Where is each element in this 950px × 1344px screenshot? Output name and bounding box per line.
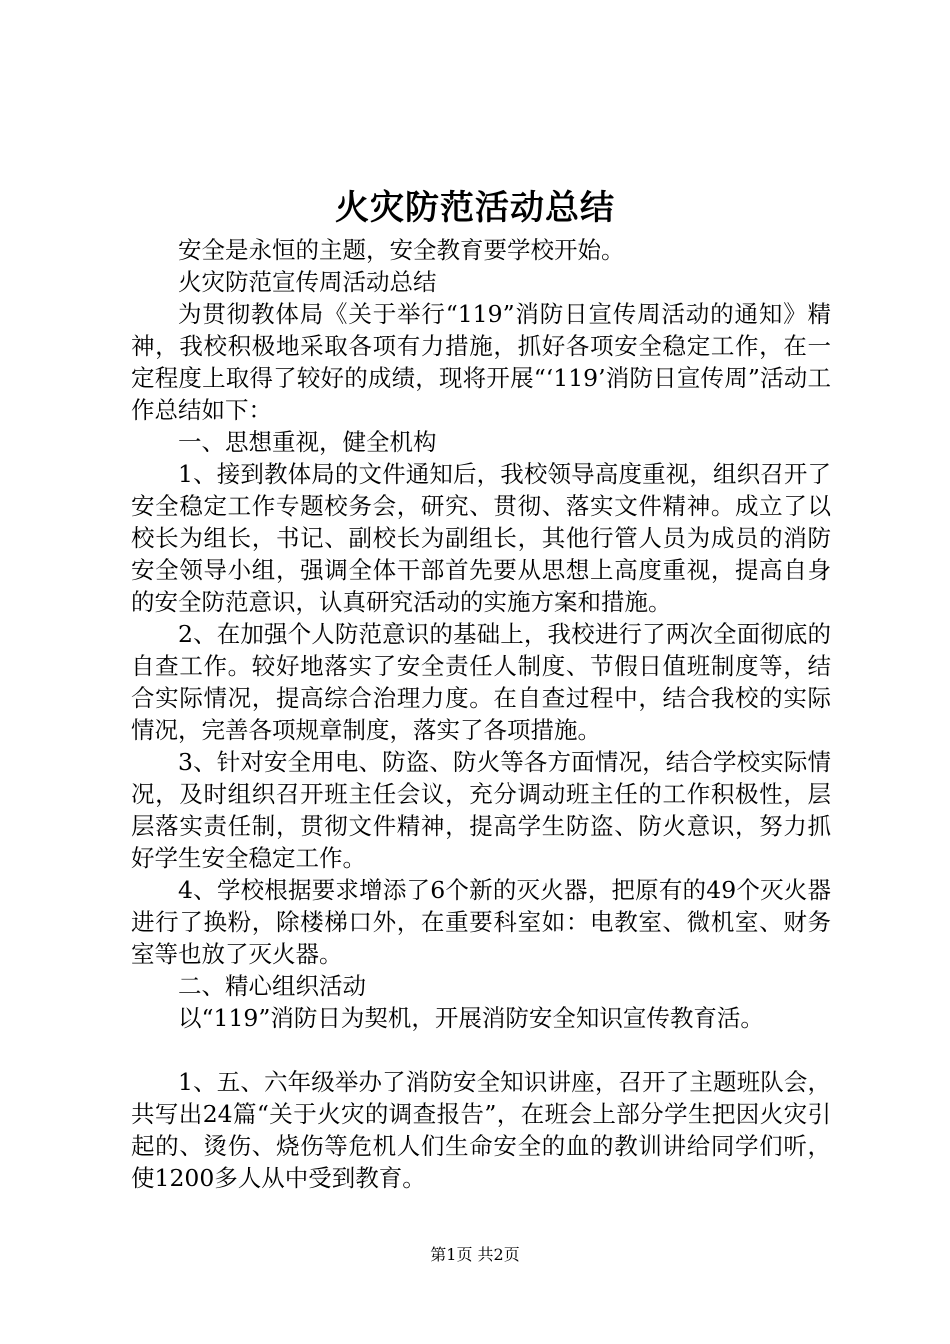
section-heading-2: 二、精心组织活动 <box>178 972 366 1000</box>
subtitle-paragraph: 火灾防范宣传周活动总结 <box>178 268 437 296</box>
item-paragraph-4: 4、学校根据要求增添了6个新的灭火器，把原有的49个灭火器进行了换粉，除楼梯口外，在重要科室如：电教室、微机室、财务室等也放了灭火器。 <box>131 876 831 968</box>
item-paragraph-2: 2、在加强个人防范意识的基础上，我校进行了两次全面彻底的自查工作。较好地落实了安全责任人制度、节假日值班制度等，结合实际情况，提高综合治理力度。在自查过程中，结合我校的实际情况，完善各项规章制度，落实了各项措施。 <box>131 620 831 744</box>
document-title: 火灾防范活动总结 <box>335 188 615 228</box>
intro-paragraph: 安全是永恒的主题，安全教育要学校开始。 <box>178 236 625 264</box>
item-paragraph-5: 1、五、六年级举办了消防安全知识讲座，召开了主题班队会，共写出24篇“关于火灾的调查报告”，在班会上部分学生把因火灾引起的、烫伤、烧伤等危机人们生命安全的血的教训讲给同学们听，使1200多人从中受到教育。 <box>131 1068 831 1192</box>
preface-paragraph: 为贯彻教体局《关于举行“119”消防日宣传周活动的通知》精神，我校积极地采取各项有力措施，抓好各项安全稳定工作，在一定程度上取得了较好的成绩，现将开展“‘119’消防日宣传周”活动工作总结如下： <box>131 300 831 424</box>
page-footer: 第1页 共2页 <box>430 1245 520 1264</box>
section-heading-1: 一、思想重视，健全机构 <box>178 428 437 456</box>
item-paragraph-1: 1、接到教体局的文件通知后，我校领导高度重视，组织召开了安全稳定工作专题校务会，研究、贯彻、落实文件精神。成立了以校长为组长，书记、副校长为副组长，其他行管人员为成员的消防安全领导小组，强调全体干部首先要从思想上高度重视，提高自身的安全防范意识，认真研究活动的实施方案和措施。 <box>131 460 831 616</box>
item-paragraph-3: 3、针对安全用电、防盗、防火等各方面情况，结合学校实际情况，及时组织召开班主任会议，充分调动班主任的工作积极性，层层落实责任制，贯彻文件精神，提高学生防盗、防火意识，努力抓好学生安全稳定工作。 <box>131 748 831 872</box>
document-body <box>131 234 831 1194</box>
section-intro-paragraph: 以“119”消防日为契机，开展消防安全知识宣传教育活。 <box>178 1004 764 1032</box>
paragraph-gap <box>131 1034 831 1066</box>
